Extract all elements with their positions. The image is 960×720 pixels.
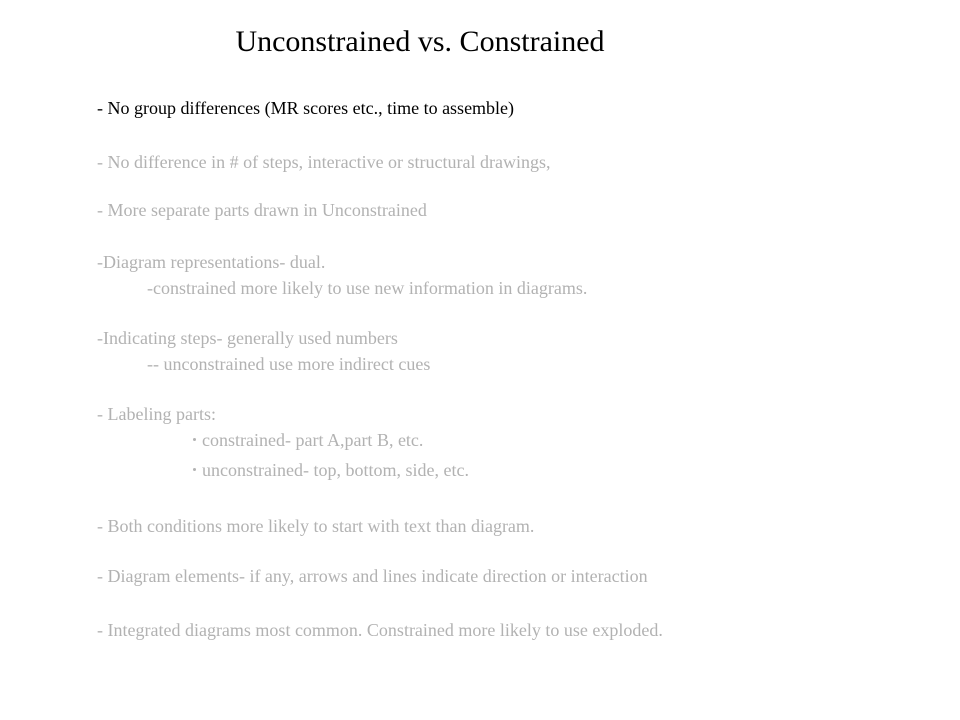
bullet-dot-icon	[193, 438, 196, 441]
line-diagram-elements: - Diagram elements- if any, arrows and lines indicate direction or interaction	[97, 566, 648, 586]
line-indirect-cues: -- unconstrained use more indirect cues	[147, 354, 431, 374]
line-labeling-constrained	[193, 428, 423, 452]
line-labeling-constrained-text: constrained- part A,part B, etc.	[202, 430, 424, 450]
line-labeling-parts: - Labeling parts:	[97, 404, 216, 424]
line-diagram-representations: -Diagram representations- dual.	[97, 252, 326, 272]
bullet-dot-icon	[193, 468, 196, 471]
line-steps-difference: - No difference in # of steps, interactive or structural drawings,	[97, 152, 551, 172]
line-labeling-unconstrained	[193, 458, 469, 482]
slide-title: Unconstrained vs. Constrained	[235, 25, 605, 58]
line-constrained-new-info: -constrained more likely to use new information in diagrams.	[147, 278, 588, 298]
line-start-with-text: - Both conditions more likely to start with text than diagram.	[97, 516, 535, 536]
line-indicating-steps: -Indicating steps- generally used numbers	[97, 328, 398, 348]
line-group-differences: - No group differences (MR scores etc., time to assemble)	[97, 98, 515, 118]
line-labeling-unconstrained-text: unconstrained- top, bottom, side, etc.	[202, 460, 469, 480]
line-integrated-diagrams: - Integrated diagrams most common. Constrained more likely to use exploded.	[97, 620, 663, 640]
line-separate-parts: - More separate parts drawn in Unconstrained	[97, 200, 427, 220]
